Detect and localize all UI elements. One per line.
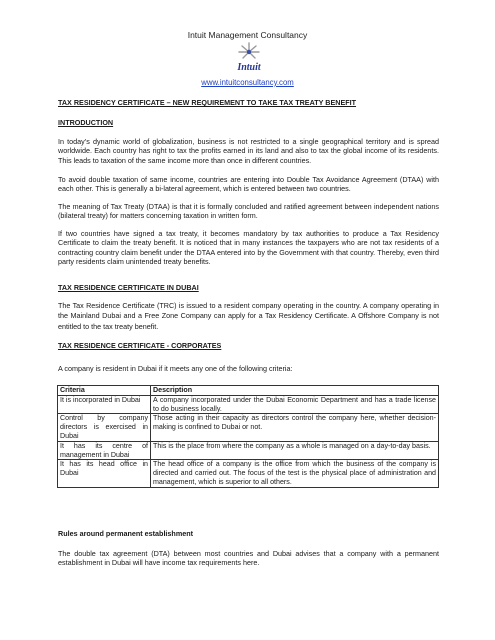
table-cell: It has its centre of management in Dubai bbox=[58, 441, 151, 460]
paragraph: To avoid double taxation of same income, countries are entering into Double Tax Avoidance Agreement (DTAA) with each other. This is generally a bi-lateral agreement, which is entered between two countries. bbox=[58, 175, 439, 194]
table-cell: Those acting in their capacity as directors control the company here, whether decision-making is confined to Dubai or not. bbox=[151, 414, 439, 441]
intro-paragraph-2 bbox=[58, 175, 439, 194]
intro-heading: INTRODUCTION bbox=[58, 118, 114, 127]
paragraph: A company is resident in Dubai if it meets any one of the following criteria: bbox=[58, 364, 293, 373]
paragraph: The meaning of Tax Treaty (DTAA) is that it is formally concluded and ratified agreement between independent nations (bilateral treaty) for matters concerning taxation in written form. bbox=[58, 202, 439, 221]
intro-paragraph-1 bbox=[58, 137, 439, 165]
table-row bbox=[58, 414, 439, 441]
company-name: Intuit Management Consultancy bbox=[187, 30, 308, 40]
trc-heading: TAX RESIDENCE CERTIFICATE IN DUBAI bbox=[58, 283, 199, 292]
trc-section bbox=[58, 283, 439, 292]
table-cell: A company incorporated under the Dubai Economic Department and has a trade license to do business locally. bbox=[151, 395, 439, 414]
company-logo bbox=[229, 40, 269, 74]
pe-paragraph-block bbox=[58, 549, 439, 568]
table-row bbox=[58, 395, 439, 414]
trc-paragraph-block bbox=[58, 301, 439, 332]
document-title bbox=[58, 98, 439, 107]
table-cell: The head office of a company is the office from which the business of the company is directed and carried out. The focus of the test is the physical place of administration and management, which is superior to all others. bbox=[151, 460, 439, 487]
paragraph: If two countries have signed a tax treaty, it becomes mandatory by tax authorities to produce a Tax Residency Certificate to claim the treaty benefit. It is noticed that in many instances the taxpayers who are not tax residents of a contracting country claim benefit under the DTAA entered into by the Government with that country. Thereby, even third party residents claim unintended treaty benefits. bbox=[58, 229, 439, 267]
corp-section bbox=[58, 341, 439, 350]
table-cell: Control by company directors is exercised in Dubai bbox=[58, 414, 151, 441]
table-row bbox=[58, 441, 439, 460]
table-header-cell: Criteria bbox=[58, 386, 151, 396]
title-heading: TAX RESIDENCY CERTIFICATE – NEW REQUIREMENT TO TAKE TAX TREATY BENEFIT bbox=[58, 98, 357, 107]
table-cell: It has its head office in Dubai bbox=[58, 460, 151, 487]
criteria-table bbox=[57, 385, 439, 488]
table-row bbox=[58, 460, 439, 487]
table-header-cell: Description bbox=[151, 386, 439, 396]
intro-section bbox=[58, 118, 439, 127]
paragraph: The Tax Residence Certificate (TRC) is issued to a resident company operating in the country. A company operating in the Mainland Dubai and a Free Zone Company can apply for a Tax Residency Certificate. A Offshore Company is not entitled to the tax treaty benefit. bbox=[58, 301, 439, 331]
logo-text: Intuit bbox=[237, 62, 261, 73]
table-cell: This is the place from where the company as a whole is managed on a day-to-day basis. bbox=[151, 441, 439, 460]
intro-paragraph-3 bbox=[58, 202, 439, 221]
pe-heading: Rules around permanent establishment bbox=[58, 529, 193, 538]
paragraph: In today’s dynamic world of globalization, business is not restricted to a single geographical territory and is spread worldwide. Each country has right to tax the profits earned in its land and also to tax the global income of its residents. This leads to taxation of the same income more than once in different countries. bbox=[58, 137, 439, 165]
website-link[interactable]: www.intuitconsultancy.com bbox=[201, 78, 294, 87]
pe-section bbox=[58, 529, 439, 538]
corp-heading: TAX RESIDENCE CERTIFICATE - CORPORATES bbox=[58, 341, 222, 350]
table-cell: It is incorporated in Dubai bbox=[58, 395, 151, 414]
corp-paragraph-block bbox=[58, 364, 439, 373]
intro-paragraph-4 bbox=[58, 229, 439, 267]
paragraph: The double tax agreement (DTA) between most countries and Dubai advises that a company with a permanent establishment in Dubai will have income tax requirements here. bbox=[58, 549, 439, 568]
table-header-row bbox=[58, 386, 439, 396]
